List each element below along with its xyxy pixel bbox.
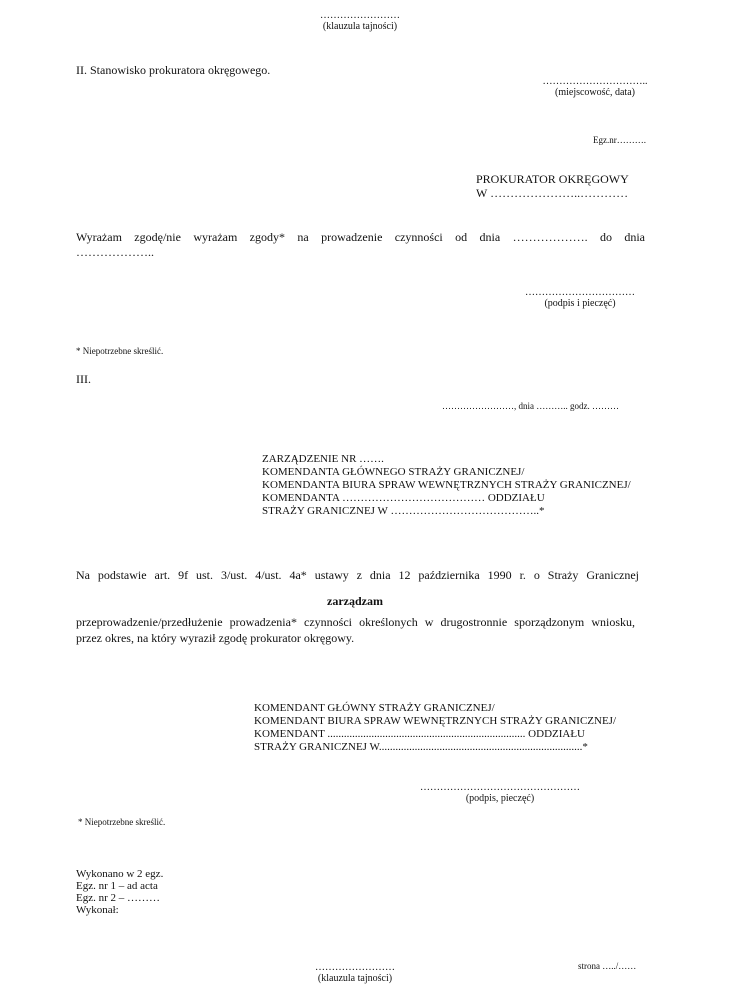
commander-signature-dots: ………………………………………… [420,782,580,793]
prosecutor-signature-label: (podpis i pieczęć) [544,298,616,309]
header-classification [280,10,440,32]
order-issuer-line-1: KOMENDANTA GŁÓWNEGO STRAŻY GRANICZNEJ/ [262,466,525,478]
copy-number: Egz.nr………. [593,135,646,145]
footer-classification [275,962,435,984]
commander-signature-label: (podpis, pieczęć) [465,793,535,804]
order-issuer-line-3: KOMENDANTA ………………………………… ODDZIAŁU [262,492,545,504]
prosecutor-title: PROKURATOR OKRĘGOWY [476,172,629,186]
commander-signature-field [410,782,590,804]
decree-word: zarządzam [327,594,383,608]
executed-block [76,868,163,916]
place-date-dots: ………………………….. [542,76,648,87]
order-header [262,453,631,518]
executed-copy-1: Egz. nr 1 – ad acta [76,880,158,892]
decision-text: przeprowadzenie/przedłużenie prowadzenia* czynności określonych w drugostronnie sporządzonym wniosku, [76,615,635,629]
executed-by: Wykonał: [76,904,119,916]
executed-copies: Wykonano w 2 egz. [76,868,164,880]
footer-classification-label: (klauzula tajności) [317,973,393,984]
place-date-field [520,76,670,98]
order-issuer-line-2: KOMENDANTA BIURA SPRAW WEWNĘTRZNYCH STRAŻY GRANICZNEJ/ [262,479,631,491]
prosecutor-location: W …………………..………… [476,186,629,200]
commander-line-1: KOMENDANT GŁÓWNY STRAŻY GRANICZNEJ/ [254,702,495,714]
commander-line-4: STRAŻY GRANICZNEJ W..........................................................................* [254,741,588,753]
order-number: ZARZĄDZENIE NR ……. [262,453,384,465]
legal-basis: Na podstawie art. 9f ust. 3/ust. 4/ust. 4a* ustawy z dnia 12 października 1990 r. o Straży Granicznej [76,568,639,582]
commander-line-3: KOMENDANT ........................................................................ ODDZIAŁU [254,728,586,740]
header-classification-label: (klauzula tajności) [322,21,398,32]
footnote-1: * Niepotrzebne skreślić. [76,346,164,356]
commander-block [254,702,616,754]
header-classification-dots: …………………… [320,10,400,21]
consent-statement: Wyrażam zgodę/nie wyrażam zgody* na prowadzenie czynności od dnia ………………. do dnia [76,230,645,244]
footer-classification-dots: …………………… [315,962,395,973]
consent-statement-end: ……………….. [76,245,154,259]
executed-copy-2: Egz. nr 2 – ……… [76,892,161,904]
decision-text-end: przez okres, na który wyraził zgodę prokurator okręgowy. [76,631,355,645]
order-issuer-line-4: STRAŻY GRANICZNEJ W …………………………………..* [262,505,545,517]
section-3-title: III. [76,372,91,386]
date-time-line: ……………………, dnia ……….. godz. ……… [442,401,619,411]
section-2-title: II. Stanowisko prokuratora okręgowego. [76,63,271,77]
prosecutor-address [476,172,629,200]
place-date-label: (miejscowość, data) [555,87,635,98]
commander-line-2: KOMENDANT BIURA SPRAW WEWNĘTRZNYCH STRAŻY GRANICZNEJ/ [254,715,617,727]
page-number: strona …../…… [578,961,637,971]
prosecutor-signature-dots: …………………………… [525,287,635,298]
footnote-2: * Niepotrzebne skreślić. [78,817,166,827]
prosecutor-signature-field [505,287,655,309]
